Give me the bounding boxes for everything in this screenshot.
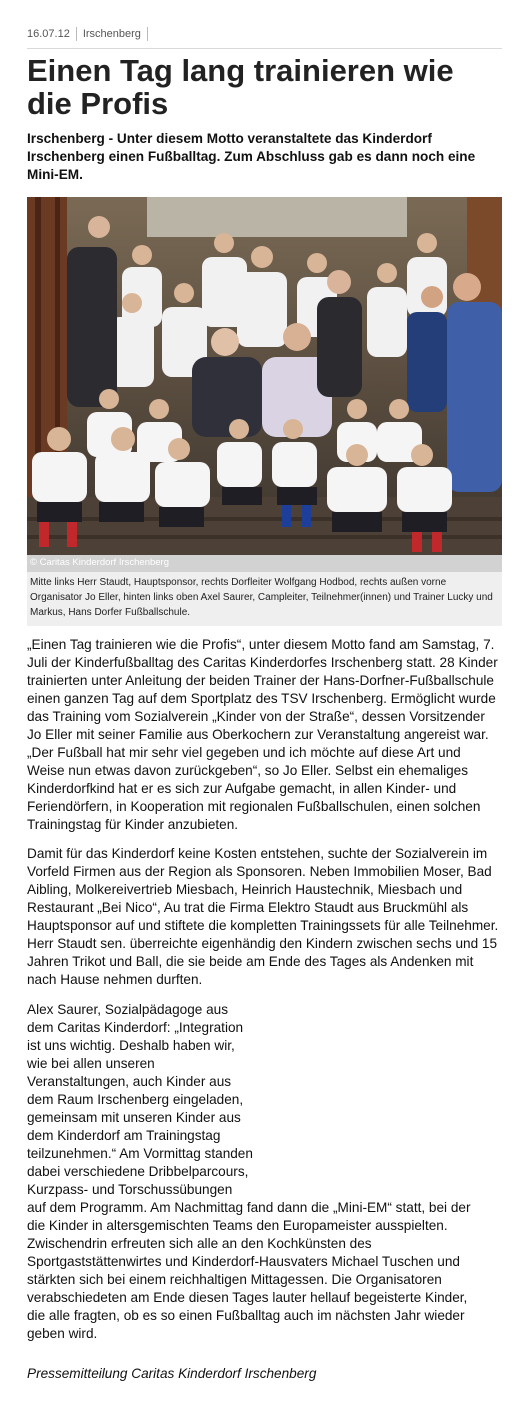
body-paragraph xyxy=(27,1001,502,1343)
paragraph-line: geben wird. xyxy=(27,1326,98,1341)
article-photo xyxy=(27,197,502,555)
body-paragraph: Damit für das Kinderdorf keine Kosten entstehen, suchte der Sozialverein im Vorfeld Firmen aus der Region als Sponsoren. Neben Immobilien Moser, Bad Aibling, Molkereivertrieb Miesbach, Heinrich Haustechnik, Miesbach und Restaurant „Bei Nico“, Au trat die Firma Elektro Staudt aus Bruckmühl als Hauptsponsor auf und stiftete die kompletten Trainingssets für alle Teilnehmer. Herr Staudt sen. überreichte eigenhändig den Kindern zwischen sechs und 15 Jahren Trikot und Ball, die sie beide am Ende des Tages als Andenken mit nach Hause nehmen durften. xyxy=(27,846,499,987)
paragraph-line: Kurzpass- und Torschussübungen xyxy=(27,1182,233,1197)
article-lead: Irschenberg - Unter diesem Motto veranstaltete das Kinderdorf Irschenberg einen Fußballtag. Zum Abschluss gab es dann noch eine Mini-EM. xyxy=(27,131,476,182)
team-photo-illustration xyxy=(27,197,502,555)
meta-divider xyxy=(147,27,148,41)
paragraph-line: ist uns wichtig. Deshalb haben wir, xyxy=(27,1038,235,1053)
paragraph-line: dabei verschiedene Dribbelparcours, xyxy=(27,1164,249,1179)
article-date: 16.07.12 xyxy=(27,28,70,40)
paragraph-line: dem Raum Irschenberg eingeladen, xyxy=(27,1092,244,1107)
paragraph-line: verabschiedeten am Ende diesen Tages lauter hellauf begeisterte Kinder, xyxy=(27,1290,468,1305)
paragraph-line: stärkten sich bei einem reichhaltigen Mittagessen. Die Organisatoren xyxy=(27,1272,442,1287)
article-headline: Einen Tag lang trainieren wie die Profis xyxy=(27,53,454,121)
photo-credit: © Caritas Kinderdorf Irschenberg xyxy=(30,557,170,568)
paragraph-line: die Kinder in altersgemischten Teams den Europameister ausspielten. xyxy=(27,1218,448,1233)
press-release-signature: Pressemitteilung Caritas Kinderdorf Irschenberg xyxy=(27,1366,317,1381)
paragraph-line: teilzunehmen.“ Am Vormittag standen xyxy=(27,1146,253,1161)
paragraph-line: die alle fragten, ob es so einen Fußballtag auch im nächsten Jahr wieder xyxy=(27,1308,465,1323)
paragraph-line: dem Caritas Kinderdorf: „Integration xyxy=(27,1020,244,1035)
paragraph-line: gemeinsam mit unseren Kinder aus xyxy=(27,1110,241,1125)
paragraph-line: Veranstaltungen, auch Kinder aus xyxy=(27,1074,232,1089)
body-paragraph: „Einen Tag trainieren wie die Profis“, unter diesem Motto fand am Samstag, 7. Juli der Kinderfußballtag des Caritas Kinderdorfes Irschenberg statt. 28 Kinder trainierten unter Anleitung der beiden Trainer der Hans-Dorfner-Fußballschule einen ganzen Tag auf dem Sportplatz des TSV Irschenberg. Ermöglicht wurde das Training vom Sozialverein „Kinder von der Straße“, dessen Vorsitzender Jo Eller mit seiner Familie aus Oberkochern zur Veranstaltung angereist war. „Der Fußball hat mir sehr viel gegeben und ich möchte auf diese Art und Weise nun etwas davon zurückgeben“, so Jo Eller. Selbst ein ehemaliges Kinderdorfkind hat er es sich zur Aufgabe gemacht, in allen Kinder- und Feriendörfern, in Kooperation mit regionalen Fußballschulen, einen solchen Trainingstag für Kinder anzubieten. xyxy=(27,637,498,832)
article-location: Irschenberg xyxy=(82,28,141,40)
paragraph-line: Alex Saurer, Sozialpädagoge aus xyxy=(27,1002,229,1017)
paragraph-line: wie bei allen unseren xyxy=(27,1056,155,1071)
paragraph-line: Zwischendrin erfreuten sich alle an den Kochkünsten des xyxy=(27,1236,372,1251)
paragraph-line: Sportgaststättenwirtes und Kinderdorf-Hausvaters Michael Tuschen und xyxy=(27,1254,460,1269)
meta-divider xyxy=(76,27,77,41)
paragraph-line: auf dem Programm. Am Nachmittag fand dann die „Mini-EM“ statt, bei der xyxy=(27,1200,471,1215)
paragraph-line: dem Kinderdorf am Trainingstag xyxy=(27,1128,221,1143)
header-rule xyxy=(27,48,502,49)
article-meta xyxy=(27,27,154,41)
photo-caption: Mitte links Herr Staudt, Hauptsponsor, rechts Dorfleiter Wolfgang Hodbod, rechts außen vorne Organisator Jo Eller, hinten links oben Axel Saurer, Campleiter, Teilnehmer(innen) und Trainer Lucky und Markus, Hans Dorfer Fußballschule. xyxy=(30,577,493,618)
